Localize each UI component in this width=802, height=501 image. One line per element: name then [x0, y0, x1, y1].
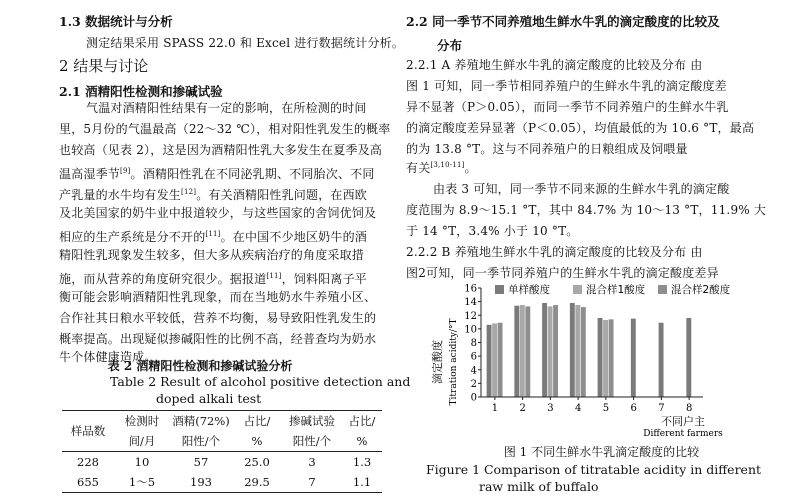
figure-1-caption-cn: 图 1 不同生鲜水牛乳滴定酸度的比较 — [503, 445, 700, 459]
section-1-3-body: 测定结果采用 SPASS 22.0 和 Excel 进行数据统计分析。 — [86, 36, 405, 50]
para-line-12: 概率提高。出现疑似掺碱阳性的比例不高，经普查均为奶水 — [59, 332, 377, 346]
x-tick-label: 5 — [602, 403, 610, 414]
table-2-caption-en-2: doped alkali test — [156, 391, 262, 406]
th-ratio-2: % — [251, 434, 263, 448]
y-tick-label: 12 — [464, 310, 477, 322]
bar-2-series-3 — [525, 306, 530, 397]
table-2-caption-en-1: Table 2 Result of alcohol positive detection and — [110, 374, 411, 389]
ref-11a: [11] — [205, 230, 221, 238]
legend-label-3: 混合样2酸度 — [671, 284, 731, 296]
y-tick-label: 16 — [464, 283, 477, 295]
bar-4-series-1 — [570, 303, 575, 397]
x-tick-label: 2 — [519, 403, 526, 414]
table-header-row-1 — [62, 411, 382, 432]
legend-swatch-3 — [658, 285, 667, 294]
section-1-3-heading: 1.3 数据统计与分析 — [59, 14, 173, 29]
s222-line-2: 图2可知，同一季节同养殖户的生鲜水牛乳的滴定酸度差异 — [406, 266, 719, 280]
bar-3-series-1 — [542, 303, 547, 397]
y-axis-title-cn: 滴定酸度 — [431, 340, 444, 384]
s221-line-2: 图 1 可知，同一季节相同养殖户的生鲜水牛乳的滴定酸度差 — [406, 79, 727, 93]
s221-line-5: 的为 13.8 °T。这与不同养殖户的日粮组成及饲喂量 — [406, 142, 688, 156]
para-line-4b: 精阳性乳在不同泌乳期、不同胎次、不同 — [154, 167, 375, 181]
bar-3-series-2 — [548, 306, 553, 397]
x-tick-label: 1 — [491, 403, 499, 414]
th-ratio2-2: % — [356, 434, 368, 448]
s221-line-6-text: 有关 — [406, 161, 431, 175]
bar-1-series-1 — [487, 325, 492, 397]
para-line-11: 合作社其日粮水平较低，营养不均衡，易导致阳性乳发生的 — [59, 311, 377, 325]
ref-11b: [11] — [266, 272, 282, 280]
s222-line-1: 2.2.2 B 养殖地生鲜水牛乳的滴定酸度的比较及分布 由 — [406, 245, 703, 259]
para-line-4a: 温高湿季节 — [59, 167, 121, 181]
legend-label-1: 单样酸度 — [508, 284, 550, 296]
x-tick-label: 8 — [685, 403, 693, 414]
s221-line-1: 2.2.1 A 养殖地生鲜水牛乳的滴定酸度的比较及分布 由 — [406, 58, 703, 72]
th-ratio-1: 占比/ — [232, 411, 282, 432]
ref-3-10-11: [3,10-11] — [430, 161, 465, 169]
th-alkali-2: 阳性/个 — [292, 434, 332, 448]
x-tick-label: 7 — [658, 403, 665, 414]
para-line-7b: 。在中国不少地区奶牛的酒 — [220, 230, 367, 244]
table-cell: 3 — [282, 452, 342, 473]
y-axis-ticks — [464, 284, 481, 404]
table-row — [62, 472, 382, 493]
bar-2-series-2 — [520, 305, 525, 397]
th-time-2: 间/月 — [128, 434, 156, 448]
para-line-8: 精阳性乳现象发生较多，但大多从疾病治疗的角度采取措 — [59, 248, 365, 262]
table-2-caption-cn: 表 2 酒精阳性检测和掺碱试验分析 — [107, 359, 293, 373]
figure-1-chart — [423, 282, 731, 442]
table-cell: 1.3 — [342, 452, 382, 473]
table-cell: 10 — [114, 452, 170, 473]
para-line-7a: 相应的生产系统是分不开的 — [59, 230, 206, 244]
x-tick-label: 6 — [630, 403, 637, 414]
bar-8-series-1 — [686, 318, 691, 397]
bar-1-series-3 — [498, 323, 503, 397]
th-alcohol-2: 阳性/个 — [181, 434, 221, 448]
th-time-1: 检测时 — [114, 411, 170, 432]
bar-7-series-1 — [659, 323, 664, 397]
bar-5-series-2 — [603, 320, 608, 397]
table-row — [62, 452, 382, 473]
para-line-5a: 产乳量的水牛均有发生 — [59, 188, 182, 202]
y-tick-label: 10 — [464, 324, 477, 336]
th-alkali-1: 掺碱试验 — [282, 411, 342, 432]
chart-bars — [487, 303, 692, 397]
bar-6-series-1 — [631, 319, 636, 397]
x-tick-label: 4 — [574, 403, 582, 414]
y-tick-label: 8 — [470, 338, 477, 349]
para-line-6: 及北美国家的奶牛业中报道较少，与这些国家的舍饲优饲及 — [59, 206, 377, 220]
bar-5-series-3 — [609, 319, 614, 397]
x-axis-title-en: Different farmers — [643, 429, 723, 439]
legend-label-2: 混合样1酸度 — [586, 284, 646, 296]
table-cell: 57 — [170, 452, 232, 473]
x-tick-label: 3 — [547, 403, 554, 414]
para-line-5b: 。有关酒精阳性乳问题，在西欧 — [196, 188, 367, 202]
table-2 — [62, 410, 382, 493]
th-sample-count: 样品数 — [62, 411, 114, 452]
table-cell: 29.5 — [232, 472, 282, 493]
s221-line-3: 异不显著（P＞0.05），而同一季节不同养殖户的生鲜水牛乳 — [406, 100, 729, 114]
y-tick-label: 14 — [464, 297, 477, 309]
para-line-1: 气温对酒精阳性结果有一定的影响，在所检测的时间 — [86, 101, 367, 115]
table-cell: 655 — [62, 472, 114, 493]
para-line-13: 牛个体健康造成。 — [59, 350, 157, 364]
y-tick-label: 0 — [470, 392, 477, 404]
y-tick-label: 6 — [470, 351, 477, 363]
bar-5-series-1 — [598, 318, 603, 397]
s221b-line-2: 度范围为 8.9～15.1 °T，其中 84.7% 为 10～13 °T，11.9% 大 — [406, 203, 767, 217]
section-2-2-heading-line-1: 2.2 同一季节不同养殖地生鲜水牛乳的滴定酸度的比较及 — [406, 14, 720, 29]
s221b-line-1: 由表 3 可知，同一季节不同来源的生鲜水牛乳的滴定酸 — [433, 182, 730, 196]
y-tick-label: 2 — [470, 378, 477, 390]
bar-2-series-1 — [514, 306, 519, 397]
y-tick-label: 4 — [470, 365, 477, 377]
para-line-9a: 施，而从营养的角度研究很少。据报道 — [59, 272, 267, 286]
s221-line-4: 的滴定酸度差异显著（P＜0.05），均值最低的为 10.6 °T，最高 — [406, 121, 755, 135]
bar-3-series-3 — [553, 305, 558, 397]
figure-1-caption-en-1: Figure 1 Comparison of titratable acidity in different — [426, 462, 762, 477]
table-cell: 193 — [170, 472, 232, 493]
x-axis-title-cn: 不同户主 — [661, 415, 705, 428]
section-2-2-heading-line-2: 分布 — [437, 38, 463, 53]
bar-4-series-3 — [581, 307, 586, 397]
para-line-3: 也较高（见表 2），这是因为酒精阳性乳大多发生在夏季及高 — [59, 143, 383, 157]
table-cell: 1～5 — [114, 472, 170, 493]
table-cell: 7 — [282, 472, 342, 493]
th-ratio2-1: 占比/ — [342, 411, 382, 432]
ref-12: [12] — [181, 188, 197, 196]
x-axis-ticks — [492, 397, 693, 414]
bar-1-series-2 — [492, 323, 497, 397]
para-line-4: 温高湿季节[9]。酒精阳性乳在不同泌乳期、不同胎次、不同 — [59, 167, 375, 181]
para-line-2: 里，5月份的气温最高（22～32 ℃），相对阳性乳发生的概率 — [59, 122, 391, 136]
legend-swatch-2 — [573, 285, 582, 294]
table-cell: 25.0 — [232, 452, 282, 473]
y-axis-title — [430, 319, 459, 406]
bar-4-series-2 — [575, 305, 580, 397]
section-2-1-heading: 2.1 酒精阳性检测和掺碱试验 — [59, 84, 223, 99]
y-axis-title-en: Titration acidity/°T — [449, 318, 459, 406]
chart-legend — [495, 283, 731, 296]
para-line-10: 衡可能会影响酒精阳性乳现象，而在当地奶水牛养殖小区、 — [59, 290, 377, 304]
ref-9: [9] — [120, 167, 131, 175]
table-cell: 228 — [62, 452, 114, 473]
th-alcohol-1: 酒精(72%) — [170, 411, 232, 432]
section-2-heading: 2 结果与讨论 — [59, 57, 149, 75]
table-cell: 1.1 — [342, 472, 382, 493]
para-line-9b: ，饲料阳离子平 — [281, 272, 367, 286]
s221-line-6: 有关[3,10-11]。 — [406, 161, 477, 175]
figure-1-caption-en-2: raw milk of buffalo — [479, 479, 599, 494]
s221b-line-3: 于 14 °T，3.4% 小于 10 °T。 — [406, 224, 579, 238]
legend-swatch-1 — [495, 285, 504, 294]
